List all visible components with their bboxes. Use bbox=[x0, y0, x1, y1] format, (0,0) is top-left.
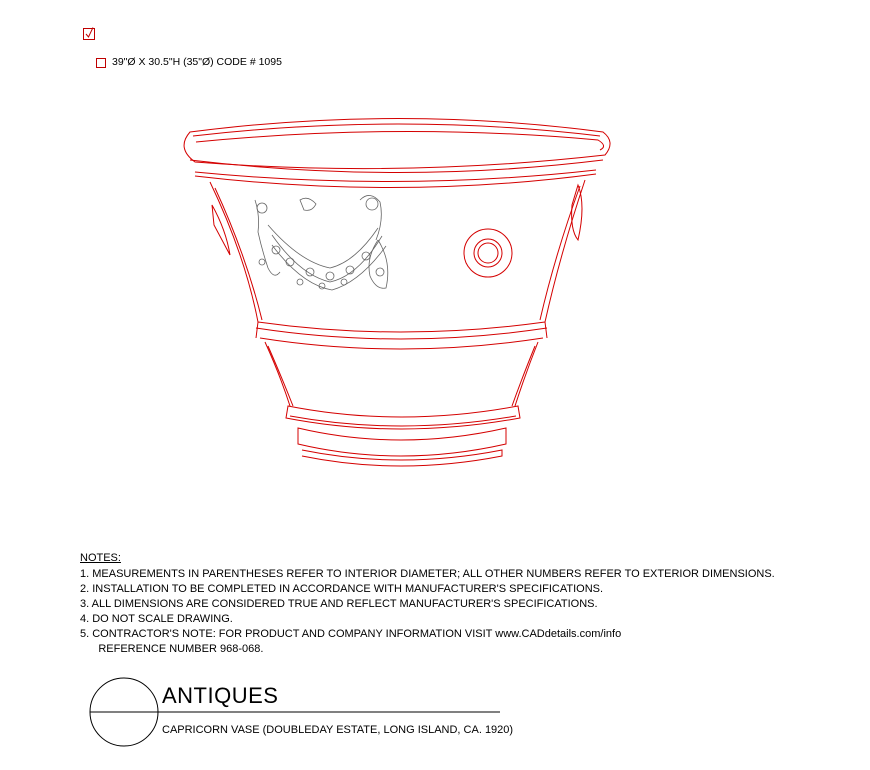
note-item: REFERENCE NUMBER 968-068. bbox=[80, 643, 264, 655]
title-block-category: ANTIQUES bbox=[162, 683, 279, 708]
vase-rim bbox=[184, 119, 610, 169]
note-item: 4. DO NOT SCALE DRAWING. bbox=[80, 613, 233, 625]
note-item: 3. ALL DIMENSIONS ARE CONSIDERED TRUE AND REFLECT MANUFACTURER'S SPECIFICATIONS. bbox=[80, 598, 598, 610]
notes-title: NOTES: bbox=[80, 552, 121, 564]
note-item: 1. MEASUREMENTS IN PARENTHESES REFER TO INTERIOR DIAMETER; ALL OTHER NUMBERS REFER TO EXTERIOR DIMENSIONS. bbox=[80, 568, 775, 580]
medallion-icon bbox=[464, 229, 512, 277]
title-block-description: CAPRICORN VASE (DOUBLEDAY ESTATE, LONG ISLAND, CA. 1920) bbox=[162, 724, 514, 736]
note-item: 2. INSTALLATION TO BE COMPLETED IN ACCORDANCE WITH MANUFACTURER'S SPECIFICATIONS. bbox=[80, 583, 604, 595]
vase-waist-band bbox=[256, 322, 547, 349]
garland-ornament bbox=[255, 195, 388, 290]
spec-label: 39"Ø X 30.5"H (35"Ø) CODE # 1095 bbox=[112, 56, 282, 68]
note-item: 5. CONTRACTOR'S NOTE: FOR PRODUCT AND COMPANY INFORMATION VISIT www.CADdetails.com/info bbox=[80, 628, 622, 640]
vase-body bbox=[210, 180, 585, 322]
